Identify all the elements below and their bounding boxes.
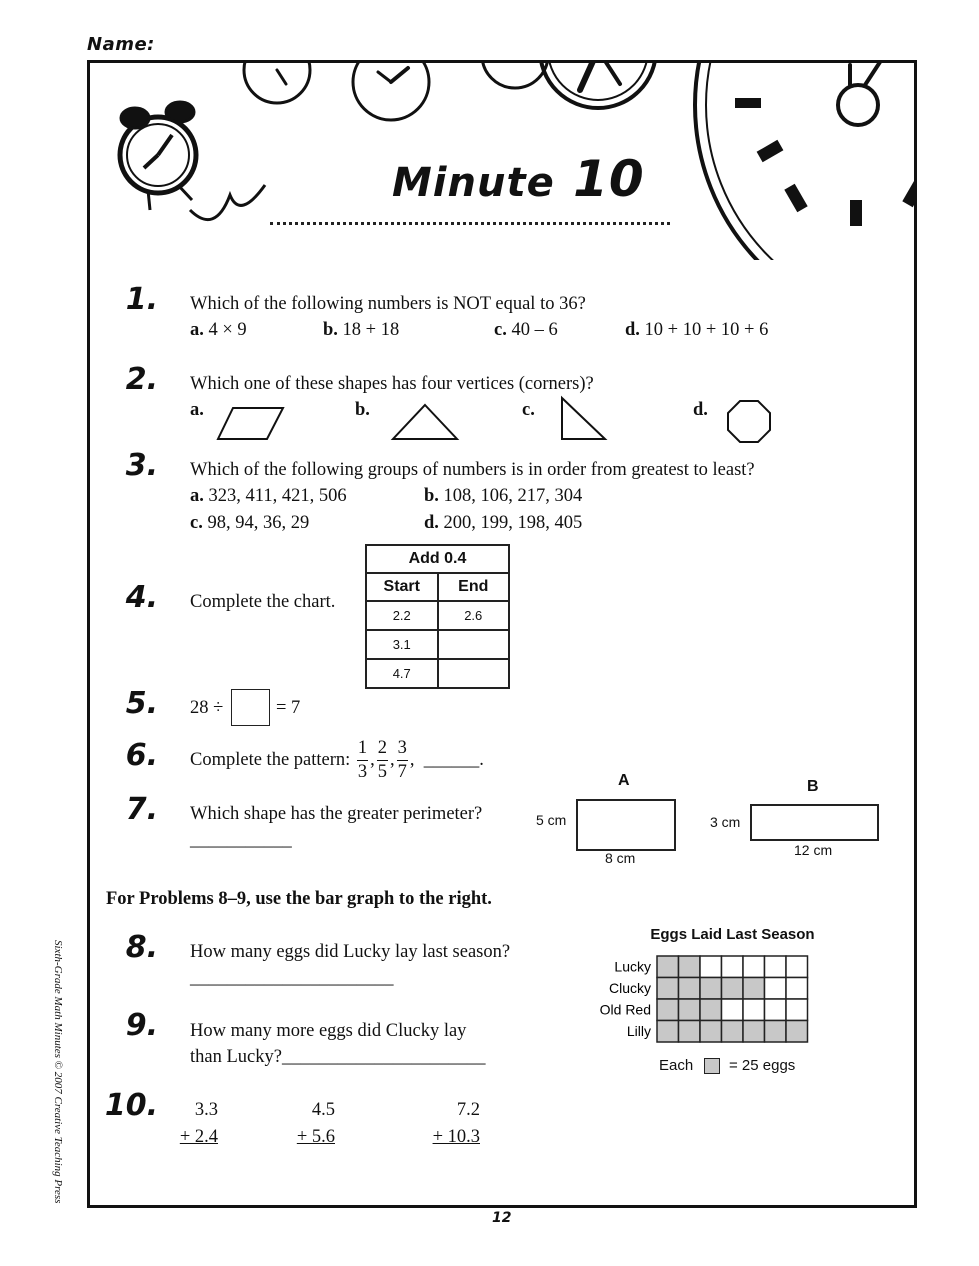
option-text: 18 + 18 bbox=[342, 320, 400, 340]
graph-empty-square bbox=[765, 978, 787, 1000]
clock-icon bbox=[353, 60, 429, 120]
option-text: 323, 411, 421, 506 bbox=[208, 486, 347, 506]
option-letter: d. bbox=[625, 320, 640, 340]
chart-cell: 4.7 bbox=[366, 659, 438, 688]
fraction bbox=[397, 739, 408, 781]
option-text: 200, 199, 198, 405 bbox=[443, 513, 583, 533]
graph-bar-square bbox=[722, 1021, 744, 1043]
question-9-line2[interactable]: than Lucky?______________________ bbox=[190, 1047, 486, 1067]
question-6-line: Complete the pattern: $\frac{1}{3}$ , $\frac{2}{5}$ , $\frac{3}{7}$ , ______. bbox=[190, 738, 484, 782]
graph-empty-square bbox=[722, 956, 744, 978]
q1-option-d[interactable] bbox=[625, 320, 768, 341]
chart-header-start: Start bbox=[366, 573, 438, 601]
q10-problem-1-top: 3.3 bbox=[194, 1100, 218, 1120]
legend-prefix: Each bbox=[659, 1057, 694, 1074]
clock-icon bbox=[244, 60, 310, 103]
question-1-number: 1. bbox=[125, 282, 158, 317]
denominator: 5 bbox=[377, 761, 388, 782]
question-4-number: 4. bbox=[125, 580, 158, 615]
legend-suffix: = 25 eggs bbox=[729, 1057, 796, 1074]
legend-swatch bbox=[704, 1058, 720, 1074]
question-10-number: 10. bbox=[104, 1088, 158, 1123]
option-letter: c. bbox=[190, 513, 203, 533]
chart-title: Add 0.4 bbox=[366, 545, 509, 573]
question-9-line1: How many more eggs did Clucky lay bbox=[190, 1021, 467, 1041]
graph-empty-square bbox=[765, 956, 787, 978]
q5-left: 28 ÷ bbox=[190, 698, 224, 718]
q8-answer-blank[interactable]: ______________________ bbox=[190, 968, 394, 988]
q3-option-d[interactable] bbox=[424, 513, 582, 534]
q3-option-b[interactable] bbox=[424, 486, 582, 507]
shape-b-label: B bbox=[807, 778, 819, 795]
question-2-number: 2. bbox=[125, 362, 158, 397]
option-letter: a. bbox=[190, 400, 204, 420]
graph-category-label: Lilly bbox=[626, 1022, 651, 1039]
chart-cell: 2.6 bbox=[438, 601, 510, 630]
shape-b-width: 12 cm bbox=[794, 842, 833, 858]
eggs-bar-graph bbox=[590, 950, 820, 1050]
question-1-text: Which of the following numbers is NOT equal to 36? bbox=[190, 294, 586, 314]
option-letter: c. bbox=[494, 320, 507, 340]
title-dotted-rule bbox=[270, 222, 670, 225]
question-2-text: Which one of these shapes has four vertices (corners)? bbox=[190, 374, 594, 394]
option-text: 40 – 6 bbox=[511, 320, 558, 340]
option-text: 4 × 9 bbox=[208, 320, 247, 340]
graph-empty-square bbox=[743, 999, 765, 1021]
q3-option-c[interactable] bbox=[190, 513, 309, 534]
graph-bar-square bbox=[679, 999, 701, 1021]
graph-category-label: Lucky bbox=[614, 958, 651, 975]
q6-answer-blank[interactable]: ______. bbox=[423, 749, 484, 770]
q1-option-b[interactable] bbox=[323, 320, 399, 341]
q2-option-a[interactable] bbox=[190, 400, 204, 421]
add-chart-table bbox=[365, 544, 510, 689]
title-prefix: Minute bbox=[392, 160, 555, 206]
octagon-shape bbox=[728, 401, 770, 442]
option-text: 108, 106, 217, 304 bbox=[443, 486, 583, 506]
question-6-text: Complete the pattern: bbox=[190, 749, 351, 770]
q7-answer-blank[interactable]: ___________ bbox=[190, 830, 292, 850]
chart-answer-cell[interactable] bbox=[438, 659, 510, 688]
option-letter: b. bbox=[355, 400, 370, 420]
big-clock-icon bbox=[695, 60, 920, 260]
option-text: 10 + 10 + 10 + 6 bbox=[644, 320, 769, 340]
q5-right: = 7 bbox=[276, 698, 301, 718]
q10-problem-3-bottom: + 10.3 bbox=[432, 1127, 480, 1147]
graph-empty-square bbox=[786, 999, 808, 1021]
fraction bbox=[357, 739, 368, 781]
numerator: 1 bbox=[357, 739, 368, 761]
shape-b-height: 3 cm bbox=[710, 814, 741, 830]
rectangle-b bbox=[750, 804, 879, 841]
graph-bar-square bbox=[700, 1021, 722, 1043]
graph-bar-square bbox=[700, 978, 722, 1000]
option-letter: c. bbox=[522, 400, 535, 420]
graph-bar-square bbox=[722, 978, 744, 1000]
right-triangle-shape bbox=[562, 398, 605, 439]
graph-bar-square bbox=[679, 1021, 701, 1043]
q5-answer-box[interactable] bbox=[231, 689, 270, 726]
rectangle-a bbox=[576, 799, 676, 851]
numerator: 3 bbox=[397, 739, 408, 761]
option-letter: a. bbox=[190, 486, 204, 506]
graph-empty-square bbox=[700, 956, 722, 978]
question-4-text: Complete the chart. bbox=[190, 592, 336, 612]
q10-problem-2-bottom: + 5.6 bbox=[296, 1127, 335, 1147]
denominator: 3 bbox=[357, 761, 368, 782]
question-9-number: 9. bbox=[125, 1008, 158, 1043]
graph-empty-square bbox=[786, 956, 808, 978]
graph-bar-square bbox=[657, 978, 679, 1000]
graph-bar-square bbox=[765, 1021, 787, 1043]
q1-option-c[interactable] bbox=[494, 320, 558, 341]
graph-bar-square bbox=[657, 1021, 679, 1043]
graph-bar-square bbox=[743, 1021, 765, 1043]
fraction bbox=[377, 739, 388, 781]
graph-bar-square bbox=[700, 999, 722, 1021]
graph-bar-square bbox=[786, 1021, 808, 1043]
question-7-text: Which shape has the greater perimeter? bbox=[190, 804, 483, 824]
chart-header-end: End bbox=[438, 573, 510, 601]
chart-answer-cell[interactable] bbox=[438, 630, 510, 659]
graph-empty-square bbox=[722, 999, 744, 1021]
graph-bar-square bbox=[679, 956, 701, 978]
graph-category-label: Clucky bbox=[608, 979, 651, 996]
question-3-number: 3. bbox=[125, 448, 158, 483]
q3-option-a[interactable] bbox=[190, 486, 347, 507]
shape-a-label: A bbox=[618, 772, 630, 789]
q2-shapes bbox=[215, 395, 785, 445]
parallelogram-shape bbox=[218, 408, 283, 439]
question-5-number: 5. bbox=[125, 686, 158, 721]
graph-empty-square bbox=[743, 956, 765, 978]
option-letter: a. bbox=[190, 320, 204, 340]
graph-empty-square bbox=[786, 978, 808, 1000]
graph-bar-square bbox=[743, 978, 765, 1000]
shape-a-height: 5 cm bbox=[536, 812, 567, 828]
question-3-text: Which of the following groups of numbers is in order from greatest to least? bbox=[190, 460, 755, 480]
graph-bar-square bbox=[679, 978, 701, 1000]
directions-text: For Problems 8–9, use the bar graph to the right. bbox=[106, 889, 492, 909]
option-letter: b. bbox=[424, 486, 439, 506]
question-8-number: 8. bbox=[125, 930, 158, 965]
question-6-number: 6. bbox=[125, 738, 158, 773]
triangle-shape bbox=[393, 405, 457, 439]
page-title bbox=[392, 150, 645, 208]
question-8-text: How many eggs did Lucky lay last season? bbox=[190, 942, 511, 962]
graph-category-label: Old Red bbox=[599, 1001, 651, 1018]
graph-title: Eggs Laid Last Season bbox=[650, 926, 815, 943]
chart-cell: 3.1 bbox=[366, 630, 438, 659]
question-7-number: 7. bbox=[125, 792, 158, 827]
name-label: Name: bbox=[87, 34, 155, 55]
option-letter: d. bbox=[693, 400, 708, 420]
credit-text: Sixth-Grade Math Minutes © 2007 Creative Teaching Press bbox=[52, 940, 64, 1204]
q1-option-a[interactable] bbox=[190, 320, 247, 341]
option-letter: b. bbox=[323, 320, 338, 340]
credit-line bbox=[46, 940, 66, 1210]
option-letter: d. bbox=[424, 513, 439, 533]
title-number: 10 bbox=[573, 150, 645, 208]
graph-bar-square bbox=[657, 956, 679, 978]
denominator: 7 bbox=[397, 761, 407, 782]
q10-problem-1-bottom: + 2.4 bbox=[179, 1127, 218, 1147]
numerator: 2 bbox=[377, 739, 388, 761]
q10-problem-3-top: 7.2 bbox=[456, 1100, 480, 1120]
alarm-clock-icon bbox=[120, 102, 265, 220]
page-number: 12 bbox=[492, 1210, 512, 1226]
shape-a-width: 8 cm bbox=[605, 850, 636, 866]
clock-icon bbox=[482, 60, 548, 88]
graph-empty-square bbox=[765, 999, 787, 1021]
option-text: 98, 94, 36, 29 bbox=[207, 513, 310, 533]
graph-bar-square bbox=[657, 999, 679, 1021]
chart-cell: 2.2 bbox=[366, 601, 438, 630]
q10-problem-2-top: 4.5 bbox=[311, 1100, 335, 1120]
